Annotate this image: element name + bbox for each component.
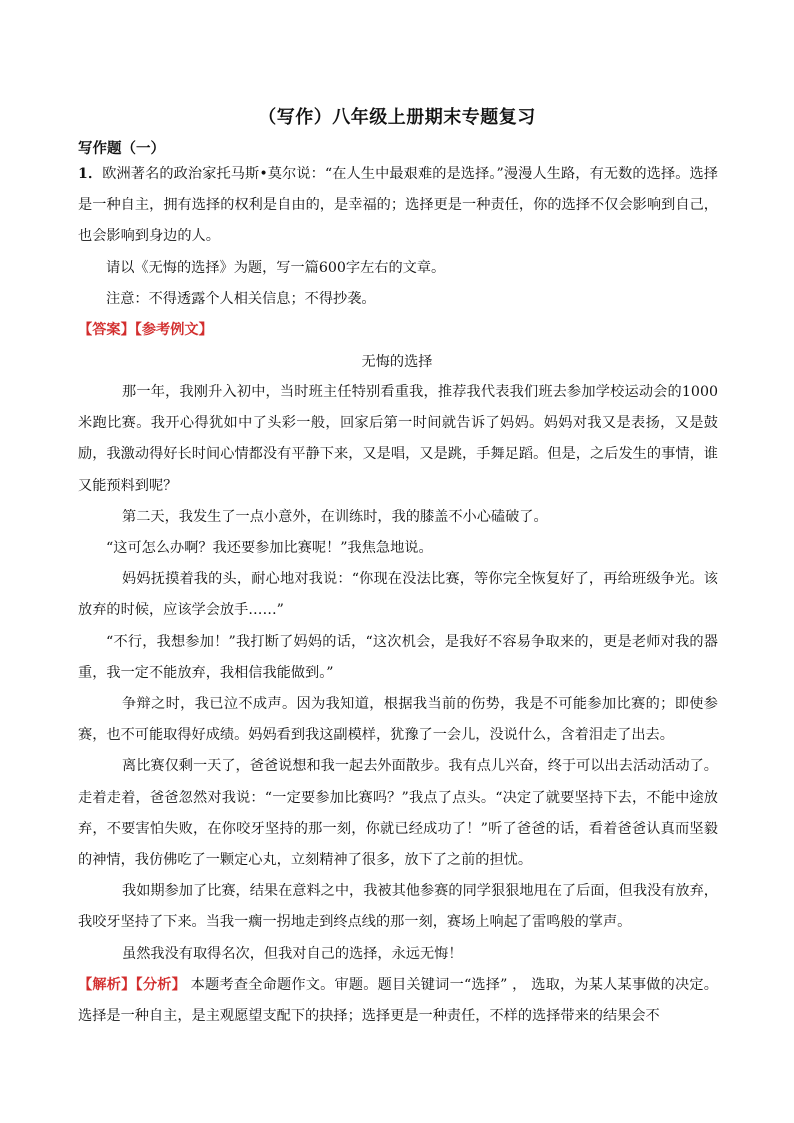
- essay-paragraph: 妈妈抚摸着我的头，耐心地对我说：“你现在没法比赛，等你完全恢复好了，再给班级争光。该放弃的时候，应该学会放手……”: [78, 571, 718, 619]
- essay-paragraph: “这可怎么办啊？我还要参加比赛呢！”我焦急地说。: [106, 540, 433, 557]
- essay-body: [78, 377, 718, 1032]
- essay-paragraph: 我如期参加了比赛，结果在意料之中，我被其他参赛的同学狠狠地甩在了后面，但我没有放弃，我咬牙坚持了下来。当我一瘸一拐地走到终点线的那一刻，赛场上响起了雷鸣般的掌声。: [78, 883, 718, 931]
- question-prompt: 1．欧洲著名的政治家托马斯•莫尔说：“在人生中最艰难的是选择。”漫漫人生路，有无数的选择。选择是一种自主，拥有选择的权利是自由的，是幸福的；选择更是一种责任，你的选择不仅会影响到自己，也会影响到身边的人。: [78, 166, 718, 245]
- section-heading: 写作题（一）: [78, 141, 165, 157]
- analysis-text: 本题考查全命题作文。审题。题目关键词一“选择” ， 选取，为某人某事做的决定。选择是一种自主，是主观愿望支配下的抉择；选择更是一种责任，不样的选择带来的结果会不: [78, 976, 718, 1025]
- question-task: 请以《无悔的选择》为题，写一篇600字左右的文章。: [106, 259, 446, 276]
- analysis-label: 【解析】【分析】: [78, 976, 186, 993]
- question-number: 1．: [78, 166, 103, 182]
- essay-paragraph: 离比赛仅剩一天了，爸爸说想和我一起去外面散步。我有点儿兴奋，终于可以出去活动活动了。走着走着，爸爸忽然对我说：“一定要参加比赛吗？”我点了点头。“决定了就要坚持下去，不能中途放弃，不要害怕失败，在你咬牙坚持的那一刻，你就已经成功了！”听了爸爸的话，看着爸爸认真而坚毅的神情，我仿佛吃了一颗定心丸，立刻精神了很多，放下了之前的担忧。: [78, 758, 718, 869]
- essay-paragraph: 第二天，我发生了一点小意外，在训练时，我的膝盖不小心磕破了。: [122, 508, 548, 525]
- question-note: 注意：不得透露个人相关信息；不得抄袭。: [106, 290, 376, 307]
- essay-paragraph: 争辩之时，我已泣不成声。因为我知道，根据我当前的伤势，我是不可能参加比赛的；即使参赛，也不可能取得好成绩。妈妈看到我这副模样，犹豫了一会儿，没说什么，含着泪走了出去。: [78, 696, 718, 744]
- essay-paragraph: 那一年，我刚升入初中，当时班主任特别看重我，推荐我代表我们班去参加学校运动会的1000米跑比赛。我开心得犹如中了头彩一般，回家后第一时间就告诉了妈妈。妈妈对我又是表扬，又是鼓励，我激动得好长时间心情都没有平静下来，又是唱，又是跳，手舞足蹈。但是，之后发生的事情，谁又能预料到呢？: [78, 384, 718, 494]
- essay-paragraph: “不行，我想参加！”我打断了妈妈的话，“这次机会，是我好不容易争取来的，更是老师对我的器重，我一定不能放弃，我相信我能做到。”: [78, 633, 718, 681]
- essay-paragraph: 虽然我没有取得名次，但我对自己的选择，永远无悔！: [122, 945, 463, 962]
- essay-title: 无悔的选择: [361, 354, 433, 370]
- answer-label: 【答案】【参考例文】: [78, 322, 213, 339]
- page-title: （写作）八年级上册期末专题复习: [258, 107, 536, 128]
- question-block: [78, 159, 718, 346]
- analysis-paragraph: [78, 970, 718, 1032]
